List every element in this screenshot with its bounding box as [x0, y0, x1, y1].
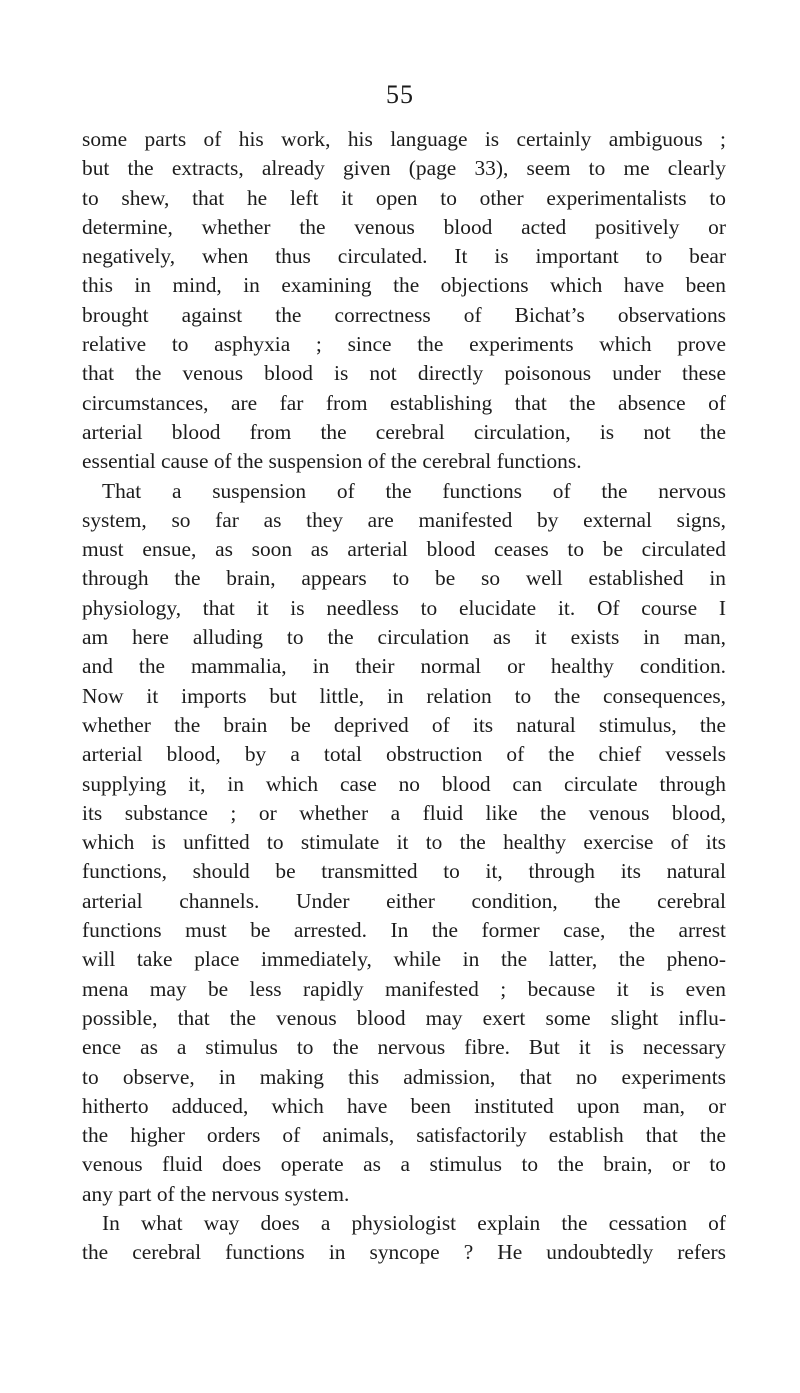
- text-line: must ensue, as soon as arterial blood ceases to be circulated: [82, 537, 726, 562]
- text-line: mena may be less rapidly manifested ; because it is even: [82, 976, 726, 1001]
- text-line: venous fluid does operate as a stimulus to the brain, or to: [82, 1152, 726, 1177]
- text-line: arterial blood, by a total obstruction of the chief vessels: [82, 742, 726, 767]
- text-line: supplying it, in which case no blood can circulate through: [82, 771, 726, 796]
- text-line: to observe, in making this admission, that no experiments: [82, 1064, 726, 1089]
- text-line: some parts of his work, his language is certainly ambiguous ;: [82, 127, 726, 151]
- text-line: its substance ; or whether a fluid like the venous blood,: [82, 800, 726, 825]
- body-text: [82, 125, 726, 1268]
- text-line: arterial channels. Under either condition, the cerebral: [82, 888, 726, 913]
- text-line: the cerebral functions in syncope ? He undoubtedly refers: [82, 1240, 726, 1265]
- text-line: the higher orders of animals, satisfactorily establish that the: [82, 1123, 726, 1148]
- text-line: Now it imports but little, in relation to the consequences,: [82, 683, 726, 708]
- text-line: hitherto adduced, which have been instituted upon man, or: [82, 1093, 726, 1118]
- page-number: 55: [386, 80, 414, 109]
- text-line: In what way does a physiologist explain the cessation of: [102, 1210, 726, 1235]
- text-line: physiology, that it is needless to elucidate it. Of course I: [82, 595, 726, 620]
- text-line: through the brain, appears to be so well established in: [82, 566, 726, 591]
- text-line: possible, that the venous blood may exert some slight influ-: [82, 1005, 726, 1030]
- text-line: That a suspension of the functions of the nervous: [102, 478, 726, 503]
- text-line: brought against the correctness of Bichat’s observations: [82, 302, 726, 327]
- text-line: any part of the nervous system.: [82, 1181, 350, 1206]
- text-line: functions, should be transmitted to it, through its natural: [82, 859, 726, 884]
- text-line: essential cause of the suspension of the cerebral functions.: [82, 449, 582, 474]
- text-line: circumstances, are far from establishing that the absence of: [82, 390, 726, 415]
- text-line: ence as a stimulus to the nervous fibre. But it is necessary: [82, 1035, 726, 1060]
- text-line: to shew, that he left it open to other experimentalists to: [82, 185, 726, 210]
- text-line: negatively, when thus circulated. It is important to bear: [82, 244, 726, 269]
- text-line: that the venous blood is not directly poisonous under these: [82, 361, 726, 386]
- text-line: whether the brain be deprived of its natural stimulus, the: [82, 712, 726, 737]
- text-line: functions must be arrested. In the former case, the arrest: [82, 918, 726, 943]
- text-line: this in mind, in examining the objections which have been: [82, 273, 726, 298]
- text-line: which is unfitted to stimulate it to the healthy exercise of its: [82, 830, 726, 855]
- text-line: but the extracts, already given (page 33), seem to me clearly: [82, 156, 726, 181]
- text-line: and the mammalia, in their normal or healthy condition.: [82, 654, 726, 679]
- text-line: relative to asphyxia ; since the experiments which prove: [82, 332, 726, 357]
- text-line: am here alluding to the circulation as it exists in man,: [82, 625, 726, 650]
- text-line: system, so far as they are manifested by external signs,: [82, 507, 726, 532]
- text-line: arterial blood from the cerebral circulation, is not the: [82, 419, 726, 444]
- text-line: determine, whether the venous blood acted positively or: [82, 214, 726, 239]
- text-line: will take place immediately, while in the latter, the pheno-: [82, 947, 726, 972]
